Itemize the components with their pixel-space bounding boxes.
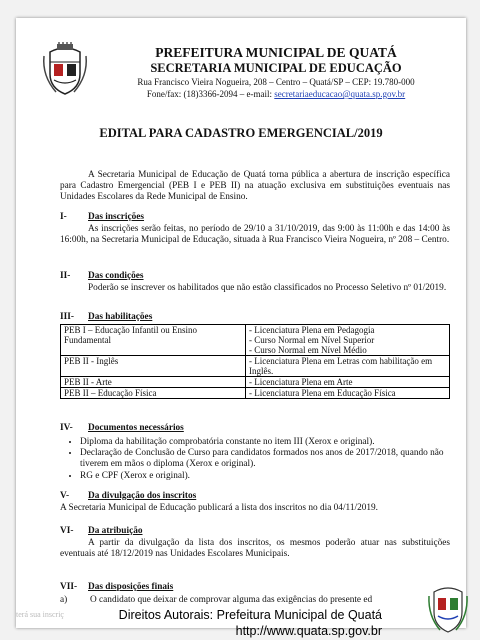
- section-number: VII-: [60, 582, 78, 592]
- final-item-continuation: terá sua inscriç: [16, 610, 64, 619]
- requisito-item: - Curso Normal em Nível Superior: [249, 335, 375, 345]
- table-cell-requisitos: [246, 356, 450, 377]
- intro-paragraph: A Secretaria Municipal de Educação de Quatá torna pública a abertura de inscrição específica para Cadastro Emergencial (PEB I e PEB II) na atuação exclusiva em substituições eventuais nas Unidades Escolares da Rede Municipal de Ensino.: [60, 170, 450, 203]
- list-item: • Declaração de Conclusão de Curso para candidatos formados nos anos de 2017/2018, quando não tiverem em mãos o diploma (Xerox e original).: [80, 448, 470, 470]
- section-title: Das inscrições: [88, 212, 145, 222]
- phone-text: Fone/fax: (18)3366-2094 – e-mail:: [146, 89, 273, 99]
- final-item-a: [60, 595, 440, 605]
- table-cell-requisitos: [246, 325, 450, 356]
- table-row: [61, 388, 450, 399]
- requisito-item: - Licenciatura Plena em Arte: [249, 377, 353, 387]
- section-number: III-: [60, 312, 74, 322]
- table-row: [61, 325, 450, 356]
- section-1-heading: [60, 212, 144, 222]
- department-title: SECRETARIA MUNICIPAL DE EDUCAÇÃO: [150, 61, 402, 75]
- section-1-text: As inscrições serão feitas, no período de 29/10 a 31/10/2019, das 9:00 às 11:00h e das 14:00 às 16:00h, na Secretaria Municipal de Educação, situada à Rua Francisco Vieira Nogueira, nº 208 – Centro.: [60, 224, 450, 246]
- website-watermark[interactable]: http://www.quata.sp.gov.br: [235, 624, 382, 638]
- document-page: [16, 18, 466, 638]
- section-number: V-: [60, 491, 70, 501]
- documents-list: [60, 437, 470, 482]
- requisito-item: - Licenciatura Plena em Letras com habilitação em Inglês.: [249, 356, 433, 376]
- section-5-text: A Secretaria Municipal de Educação publicará a lista dos inscritos no dia 04/11/2019.: [60, 503, 378, 513]
- section-5-heading: [60, 491, 196, 501]
- table-cell-cargo: PEB I – Educação Infantil ou Ensino Fundamental: [61, 325, 246, 356]
- section-title: Documentos necessários: [88, 423, 184, 433]
- table-cell-requisitos: [246, 388, 450, 399]
- section-title: Da atribuição: [88, 526, 143, 536]
- section-3-heading: [60, 312, 152, 322]
- address-line: Rua Francisco Vieira Nogueira, 208 – Centro – Quatá/SP – CEP: 19.780-000: [137, 77, 415, 87]
- section-number: II-: [60, 271, 71, 281]
- requisito-item: - Licenciatura Plena em Educação Física: [249, 388, 396, 398]
- contact-line: [96, 89, 456, 99]
- section-6-text: A partir da divulgação da lista dos inscritos, os mesmos poderão atuar nas substituições eventuais até 18/12/2019 nas Unidades Escolares Municipais.: [60, 538, 450, 560]
- section-title: Das condições: [88, 271, 144, 281]
- section-title: Das habilitações: [88, 312, 153, 322]
- requisito-item: - Licenciatura Plena em Pedagogia: [249, 325, 375, 335]
- section-7-heading: [60, 582, 173, 592]
- table-cell-cargo: PEB II – Educação Física: [61, 388, 246, 399]
- section-2-heading: [60, 271, 144, 281]
- habilitacoes-table: [60, 324, 450, 399]
- municipal-crest-icon: [42, 42, 88, 98]
- table-cell-requisitos: [246, 377, 450, 388]
- email-link[interactable]: secretariaeducacao@quata.sp.gov.br: [274, 89, 406, 99]
- table-cell-cargo: PEB II - Inglês: [61, 356, 246, 377]
- list-item: • Diploma da habilitação comprobatória constante no item III (Xerox e original).: [80, 437, 470, 448]
- document-title: EDITAL PARA CADASTRO EMERGENCIAL/2019: [99, 126, 383, 140]
- item-text: O candidato que deixar de comprovar alguma das exigências do presente ed: [90, 595, 373, 605]
- section-title: Da divulgação dos inscritos: [88, 491, 197, 501]
- section-2-text: Poderão se inscrever os habilitados que não estão classificados no Processo Seletivo nº 01/2019.: [88, 283, 447, 293]
- municipal-seal-icon: [428, 584, 468, 634]
- section-number: I-: [60, 212, 67, 222]
- table-cell-cargo: PEB II - Arte: [61, 377, 246, 388]
- section-6-heading: [60, 526, 143, 536]
- section-number: VI-: [60, 526, 74, 536]
- section-4-heading: [60, 423, 184, 433]
- item-label: a): [60, 595, 68, 605]
- table-row: [61, 356, 450, 377]
- copyright-watermark: Direitos Autorais: Prefeitura Municipal de Quatá: [118, 608, 382, 622]
- institution-title: PREFEITURA MUNICIPAL DE QUATÁ: [155, 45, 397, 60]
- section-title: Das disposições finais: [88, 582, 174, 592]
- list-item: • RG e CPF (Xerox e original).: [80, 471, 470, 482]
- requisito-item: - Curso Normal em Nível Médio: [249, 345, 367, 355]
- table-row: [61, 377, 450, 388]
- section-number: IV-: [60, 423, 73, 433]
